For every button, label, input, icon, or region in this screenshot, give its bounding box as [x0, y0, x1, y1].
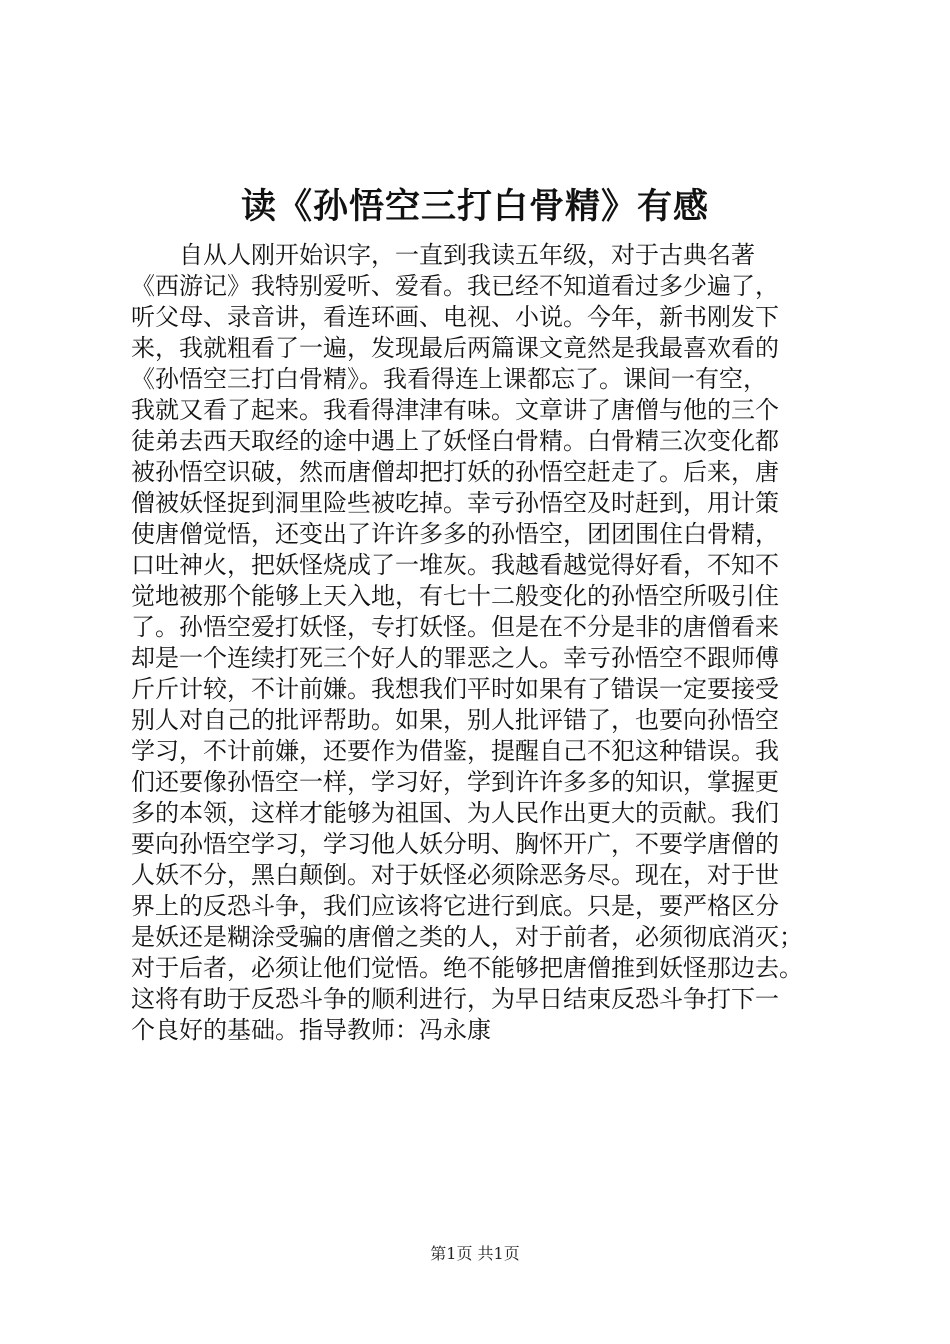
body-line: 被孙悟空识破，然而唐僧却把打妖的孙悟空赶走了。后来，唐: [131, 458, 779, 486]
body-line: 了。孙悟空爱打妖怪，专打妖怪。但是在不分是非的唐僧看来: [131, 613, 779, 641]
body-line: 自从人刚开始识字，一直到我读五年级，对于古典名著: [131, 241, 755, 269]
page-footer: 第1页 共1页: [430, 1244, 520, 1263]
body-line: 界上的反恐斗争，我们应该将它进行到底。只是，要严格区分: [131, 892, 779, 920]
body-line: 人妖不分，黑白颠倒。对于妖怪必须除恶务尽。现在，对于世: [131, 861, 779, 889]
body-line: 们还要像孙悟空一样，学习好，学到许许多多的知识，掌握更: [131, 768, 779, 796]
document-body: [131, 240, 851, 1046]
body-line: 使唐僧觉悟，还变出了许许多多的孙悟空，团团围住白骨精，: [131, 520, 779, 548]
body-line: 徒弟去西天取经的途中遇上了妖怪白骨精。白骨精三次变化都: [131, 427, 779, 455]
body-line: 斤斤计较，不计前嫌。我想我们平时如果有了错误一定要接受: [131, 675, 779, 703]
body-line: 个良好的基础。指导教师：冯永康: [131, 1016, 491, 1044]
body-line: 僧被妖怪捉到洞里险些被吃掉。幸亏孙悟空及时赶到，用计策: [131, 489, 779, 517]
body-line: 别人对自己的批评帮助。如果，别人批评错了，也要向孙悟空: [131, 706, 779, 734]
body-line: 学习，不计前嫌，还要作为借鉴，提醒自己不犯这种错误。我: [131, 737, 779, 765]
body-line: 却是一个连续打死三个好人的罪恶之人。幸亏孙悟空不跟师傅: [131, 644, 779, 672]
body-line: 是妖还是糊涂受骗的唐僧之类的人，对于前者，必须彻底消灭；: [131, 923, 803, 951]
body-line: 要向孙悟空学习，学习他人妖分明、胸怀开广，不要学唐僧的: [131, 830, 779, 858]
body-line: 《西游记》我特别爱听、爱看。我已经不知道看过多少遍了，: [131, 272, 779, 300]
body-line: 觉地被那个能够上天入地，有七十二般变化的孙悟空所吸引住: [131, 582, 779, 610]
body-line: 对于后者，必须让他们觉悟。绝不能够把唐僧推到妖怪那边去。: [131, 954, 803, 982]
body-line: 我就又看了起来。我看得津津有味。文章讲了唐僧与他的三个: [131, 396, 779, 424]
body-line: 多的本领，这样才能够为祖国、为人民作出更大的贡献。我们: [131, 799, 779, 827]
body-line: 口吐神火，把妖怪烧成了一堆灰。我越看越觉得好看，不知不: [131, 551, 779, 579]
body-line: 这将有助于反恐斗争的顺利进行，为早日结束反恐斗争打下一: [131, 985, 779, 1013]
body-line: 听父母、录音讲，看连环画、电视、小说。今年，新书刚发下: [131, 303, 779, 331]
body-line: 来，我就粗看了一遍，发现最后两篇课文竟然是我最喜欢看的: [131, 334, 779, 362]
body-line: 《孙悟空三打白骨精》。我看得连上课都忘了。课间一有空，: [131, 365, 767, 393]
document-title: 读《孙悟空三打白骨精》有感: [240, 186, 709, 227]
